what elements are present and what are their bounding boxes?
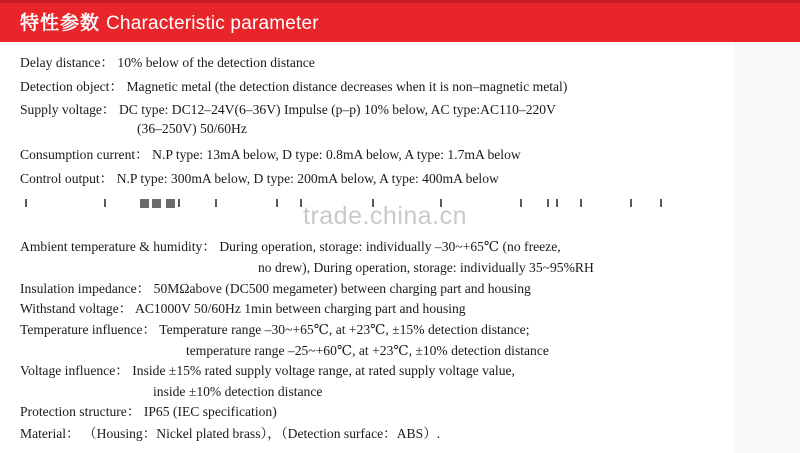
param-value: Inside ±15% rated supply voltage range, at rated supply voltage value,: [132, 363, 515, 378]
param-value: （Housing：Nickel plated brass），（Detection surface：ABS）.: [83, 426, 441, 441]
param-label: Insulation impedance：: [20, 281, 151, 296]
param-detection-object: [20, 78, 567, 96]
param-ambient-temperature: [20, 238, 561, 256]
fragment: [520, 199, 522, 207]
param-value: 10% below of the detection distance: [117, 55, 315, 70]
fragment: [276, 199, 278, 207]
param-protection-structure: [20, 403, 277, 421]
param-withstand-voltage: [20, 300, 466, 318]
param-label: Ambient temperature & humidity：: [20, 239, 216, 254]
header-title: [20, 8, 319, 36]
right-background-band: [734, 42, 800, 453]
fragment: [152, 199, 161, 208]
fragment: [630, 199, 632, 207]
param-value: N.P type: 13mA below, D type: 0.8mA below, A type: 1.7mA below: [152, 147, 521, 162]
watermark-text: trade.china.cn: [303, 202, 468, 230]
param-label: Delay distance：: [20, 55, 114, 70]
param-value-cont: no drew), During operation, storage: individually 35~95%RH: [258, 260, 594, 275]
fragment: [300, 199, 302, 207]
fragment: [580, 199, 582, 207]
param-value: Magnetic metal (the detection distance decreases when it is non–magnetic metal): [126, 79, 568, 94]
header-title-chinese: 特性参数: [20, 12, 101, 34]
param-value: 50MΩabove (DC500 megameter) between charging part and housing: [153, 281, 531, 296]
param-label: Withstand voltage：: [20, 301, 133, 316]
param-delay-distance: [20, 54, 315, 72]
param-supply-voltage-cont: [137, 120, 247, 138]
fragment: [178, 199, 180, 207]
param-consumption-current: [20, 146, 521, 164]
param-label: Protection structure：: [20, 404, 141, 419]
param-label: Control output：: [20, 171, 114, 186]
param-value-cont: (36–250V) 50/60Hz: [137, 121, 247, 136]
fragment: [166, 199, 175, 208]
param-voltage-influence-cont: [153, 383, 322, 401]
fragment: [25, 199, 27, 207]
param-label: Consumption current：: [20, 147, 149, 162]
param-value-cont: inside ±10% detection distance: [153, 384, 323, 399]
param-insulation-impedance: [20, 280, 531, 298]
param-value: IP65 (IEC specification): [143, 404, 277, 419]
param-supply-voltage: [20, 101, 556, 119]
param-label: Temperature influence：: [20, 322, 157, 337]
header-top-line: [0, 0, 800, 3]
fragment: [556, 199, 558, 207]
param-value: N.P type: 300mA below, D type: 200mA below, A type: 400mA below: [116, 171, 499, 186]
param-voltage-influence: [20, 362, 515, 380]
param-ambient-temperature-cont: [258, 259, 594, 277]
fragment: [104, 199, 106, 207]
param-value: Temperature range –30~+65℃, at +23℃, ±15% detection distance;: [159, 322, 530, 337]
param-temperature-influence-cont: [186, 342, 549, 360]
param-temperature-influence: [20, 321, 529, 339]
fragment: [660, 199, 662, 207]
param-label: Detection object：: [20, 79, 124, 94]
param-value-cont: temperature range –25~+60℃, at +23℃, ±10% detection distance: [186, 343, 549, 358]
param-label: Supply voltage：: [20, 102, 116, 117]
param-material: [20, 425, 440, 443]
param-label: Voltage influence：: [20, 363, 129, 378]
param-control-output: [20, 170, 499, 188]
section-header: [0, 0, 800, 42]
param-label: Material：: [20, 426, 80, 441]
fragment: [547, 199, 549, 207]
param-value: AC1000V 50/60Hz 1min between charging part and housing: [135, 301, 466, 316]
param-value: During operation, storage: individually –30~+65℃ (no freeze,: [219, 239, 561, 254]
param-value: DC type: DC12–24V(6–36V) Impulse (p–p) 10% below, AC type:AC110–220V: [118, 102, 556, 117]
fragment: [215, 199, 217, 207]
header-title-english: Characteristic parameter: [106, 13, 319, 34]
fragment: [140, 199, 149, 208]
